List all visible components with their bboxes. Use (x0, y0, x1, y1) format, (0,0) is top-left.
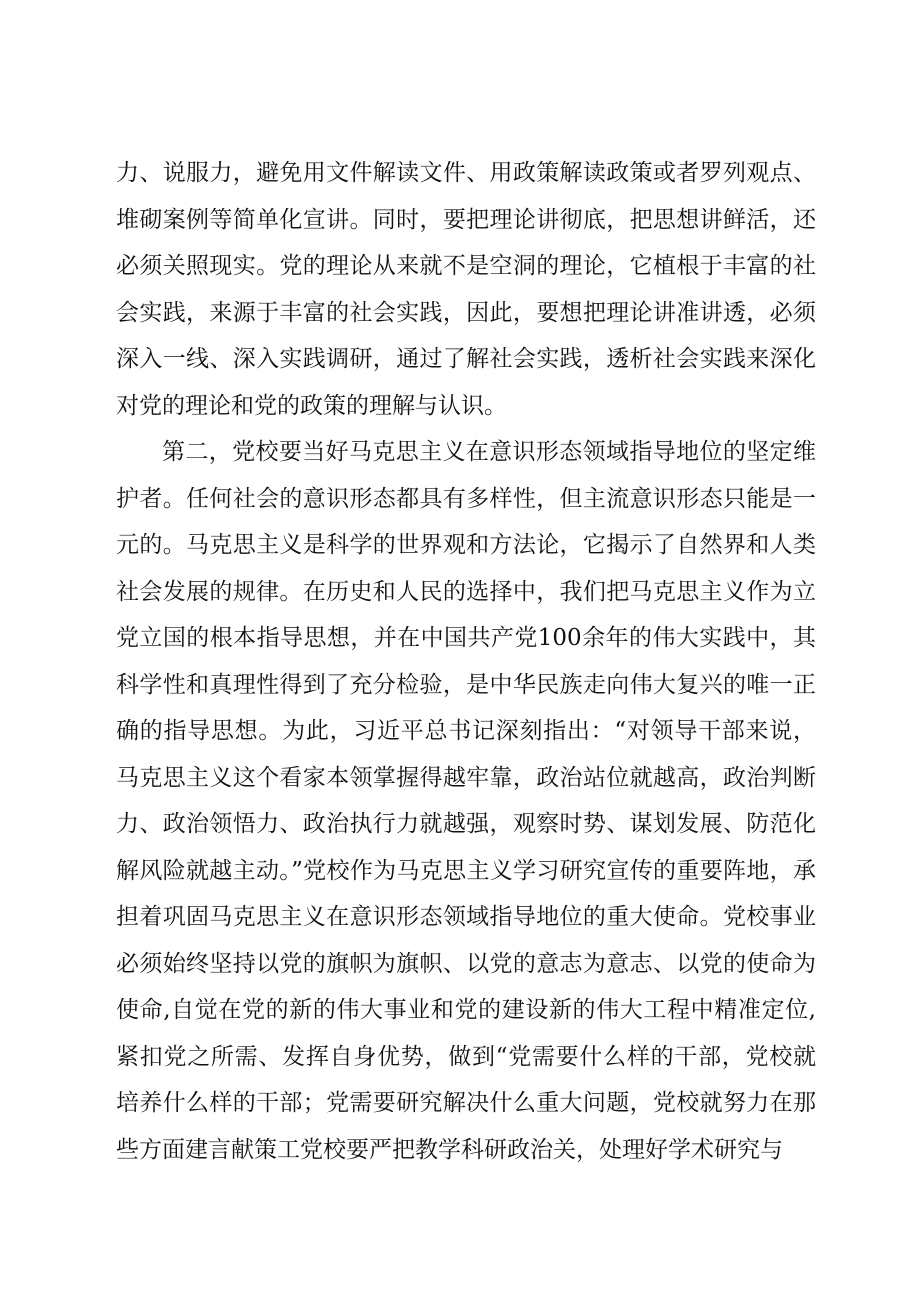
paragraph-second-point: 第二，党校要当好马克思主义在意识形态领域指导地位的坚定维护者。任何社会的意识形态都具有多样性，但主流意识形态只能是一元的。马克思主义是科学的世界观和方法论，它揭示了自然界和人类社会发展的规律。在历史和人民的选择中，我们把马克思主义作为立党立国的根本指导思想，并在中国共产党100余年的伟大实践中，其科学性和真理性得到了充分检验，是中华民族走向伟大复兴的唯一正确的指导思想。为此，习近平总书记深刻指出：“对领导干部来说，马克思主义这个看家本领掌握得越牢靠，政治站位就越高，政治判断力、政治领悟力、政治执行力就越强，观察时势、谋划发展、防范化解风险就越主动。”党校作为马克思主义学习研究宣传的重要阵地，承担着巩固马克思主义在意识形态领域指导地位的重大使命。党校事业必须始终坚持以党的旗帜为旗帜、以党的意志为意志、以党的使命为使命,自觉在党的新的伟大事业和党的建设新的伟大工程中精准定位,紧扣党之所需、发挥自身优势，做到“党需要什么样的干部，党校就培养什么样的干部；党需要研究解决什么重大问题，党校就努力在那些方面建言献策工党校要严把教学科研政治关，处理好学术研究与 (116, 439, 816, 1163)
paragraph-continuation: 力、说服力，避免用文件解读文件、用政策解读政策或者罗列观点、堆砌案例等简单化宣讲。同时，要把理论讲彻底，把思想讲鲜活，还必须关照现实。党的理论从来就不是空洞的理论，它植根于丰富的社会实践，来源于丰富的社会实践，因此，要想把理论讲准讲透，必须深入一线、深入实践调研，通过了解社会实践，透析社会实践来深化对党的理论和党的政策的理解与认识。 (116, 160, 816, 419)
document-body (116, 150, 816, 1173)
